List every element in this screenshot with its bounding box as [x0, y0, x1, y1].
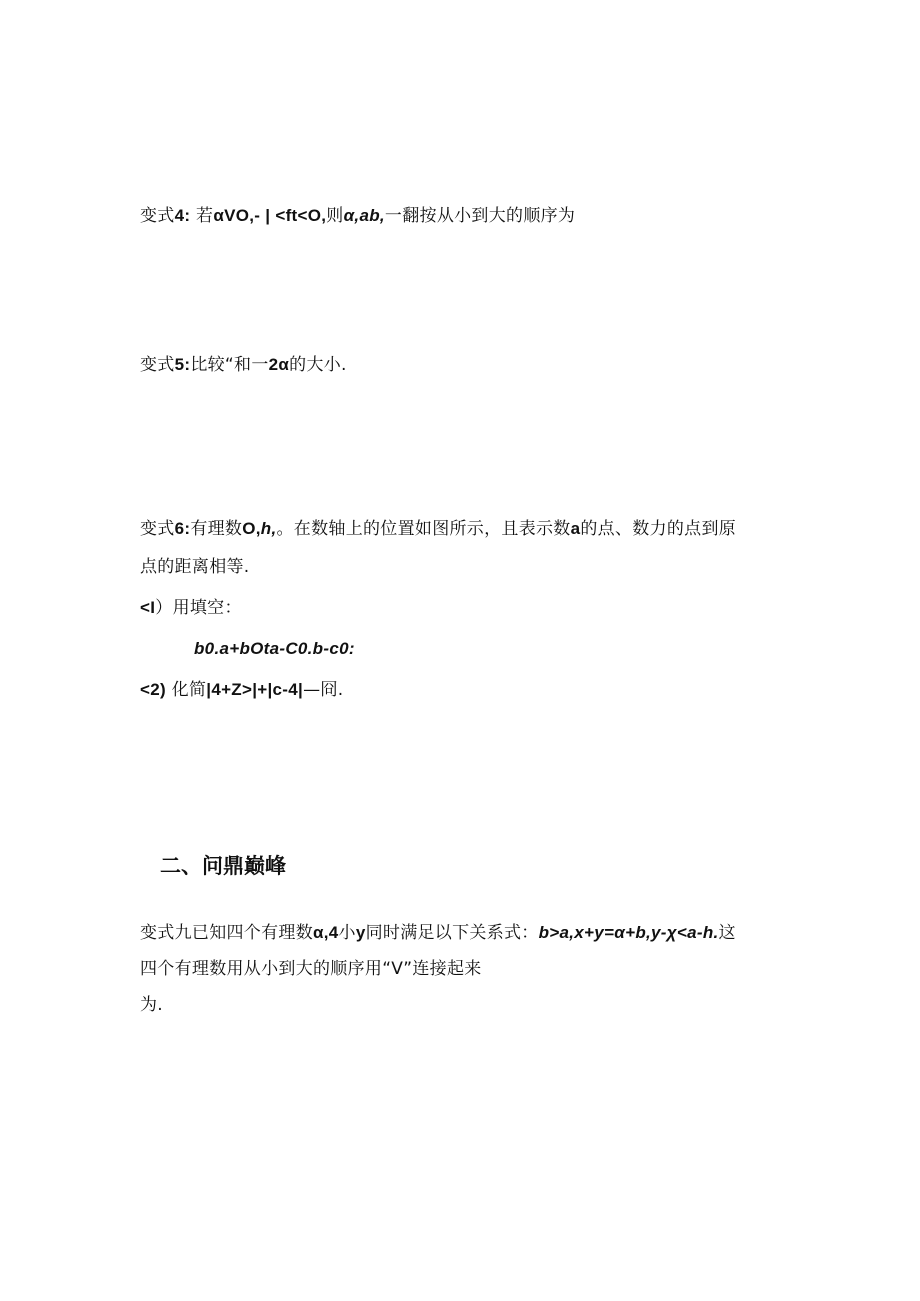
variant6-text-1: 有理数 [190, 519, 243, 539]
variant4-number: 4: [174, 206, 191, 225]
variant6-part2-formula: |4+Z>|+|c-4| [206, 680, 304, 699]
variant6-math-1: O, [242, 519, 261, 538]
section-heading [160, 852, 286, 880]
variant6-part2-label: <2) [140, 680, 166, 699]
variant5-text-2: 的大小. [289, 355, 347, 375]
variant5-prefix: 变式 [140, 355, 175, 375]
variant6-line-2 [140, 556, 250, 578]
variant6-line-1 [140, 518, 736, 540]
variant6-part1-formula: b0.a+bOta-C0.b-c0: [194, 639, 355, 658]
variant6-part2-text: 化简 [165, 680, 207, 700]
variant6-part1-line [140, 597, 242, 619]
variant5-math-1: 2α [268, 355, 290, 374]
variant6-line2-text: 点的距离相等. [140, 557, 250, 577]
variant6-part2-tail: —冏. [303, 680, 344, 700]
variant9-line-3 [140, 994, 163, 1016]
variant4-text-3: 一翻按从小到大的顺序为 [384, 206, 576, 226]
variant6-part1-formula-line [194, 638, 355, 660]
variant9-line-2 [140, 958, 482, 980]
variant6-part2-line [140, 679, 343, 701]
variant9-math-3: b>a,x+y=α+b,y-χ<a-h. [538, 923, 719, 942]
variant4-math-1: αVO,- | <ft<O, [213, 206, 327, 225]
variant6-prefix: 变式 [140, 519, 175, 539]
variant5-number: 5: [174, 355, 191, 374]
variant4-prefix: 变式 [140, 206, 175, 226]
variant9-math-1: α,4 [313, 923, 339, 942]
variant9-text-3: 同时满足以下关系式： [365, 923, 539, 943]
variant9-line3-text: 为. [140, 995, 164, 1015]
variant6-text-3: 的点、数力的点到原 [580, 519, 737, 539]
variant4-math-2: α,ab, [343, 206, 385, 225]
variant5-line [140, 354, 347, 376]
variant9-line-1 [140, 922, 736, 944]
variant4-text-1: 若 [190, 206, 214, 226]
variant4-text-2: 则 [326, 206, 344, 226]
variant4-line [140, 205, 575, 227]
variant6-math-2: h, [260, 519, 277, 538]
variant9-text-1: 变式九已知四个有理数 [140, 923, 313, 943]
variant6-text-2: 。在数轴上的位置如图所示，且表示数 [276, 519, 571, 539]
variant6-part1-label: <I [140, 598, 156, 617]
section-heading-text: 二、问鼎巅峰 [160, 854, 286, 878]
variant6-number: 6: [174, 519, 191, 538]
variant5-text-1: 比较“和一 [190, 355, 269, 375]
variant9-line2-text: 四个有理数用从小到大的顺序用“V”连接起来 [140, 959, 482, 979]
variant9-text-4: 这 [718, 923, 736, 943]
variant6-part1-text: ）用填空： [155, 598, 242, 618]
variant9-text-2: 小 [338, 923, 356, 943]
variant6-math-3: a [570, 519, 581, 538]
variant9-math-2: y [355, 923, 366, 942]
